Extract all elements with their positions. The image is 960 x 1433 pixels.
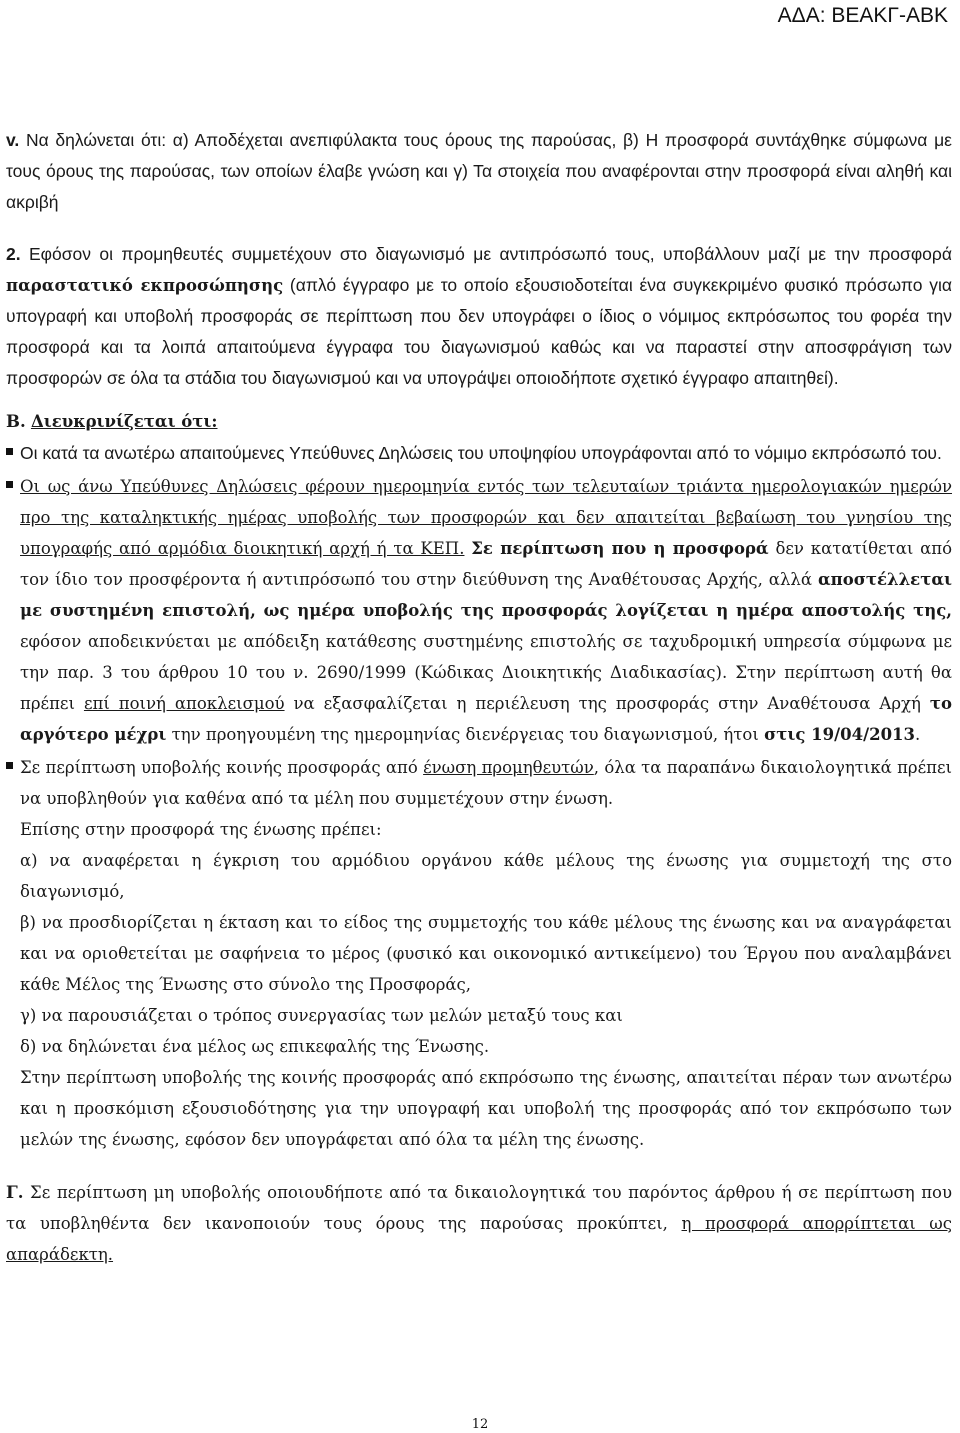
bullet-2-text-3: να εξασφαλίζεται η περιέλευση της προσφοράς στην Αναθέτουσα Αρχή <box>293 694 921 714</box>
bullet-2-underlined: Οι ως άνω Υπεύθυνες Δηλώσεις φέρουν ημερομηνία εντός των τελευταίων τριάντα ημερολογιακών ημερών προ της καταληκτικής ημέρας υποβολής των προσφορών και δεν απαιτείται βεβαίωση του γνησίου της υπογραφής από αρμόδια διοικητική αρχή ή τα ΚΕΠ. <box>20 477 952 559</box>
union-item-b: β) να προσδιορίζεται η έκταση και το είδος της συμμετοχής του κάθε μέλους της ένωσης και να αναγράφεται και να οριοθετείται με σαφήνεια το μέρος (φυσικό και οικονομικό αντικείμενο) του Έργου που αναλαμβάνει κάθε Μέλος της Ένωσης στο σύνολο της Προσφοράς, <box>20 913 952 995</box>
bullet-3-intro <box>20 752 952 814</box>
bullet-1-text: Οι κατά τα ανωτέρω απαιτούμενες Υπεύθυνες Δηλώσεις του υποψηφίου υπογράφονται από το νόμιμο εκπρόσωπό του. <box>20 442 942 463</box>
section-b-bullet-3 <box>6 752 952 1155</box>
section-b-bullet-1 <box>6 438 952 470</box>
document-body <box>6 125 952 1270</box>
bullet-2-underlined-2: επί ποινή αποκλεισμού <box>83 694 285 714</box>
bullet-square-icon <box>6 448 13 455</box>
bullet-3-underlined: ένωση προμηθευτών <box>423 758 594 778</box>
section-b-bullet-2 <box>6 471 952 750</box>
union-item-d: δ) να δηλώνεται ένα μέλος ως επικεφαλής της Ένωσης. <box>20 1037 490 1057</box>
bullet-2-text-2: εφόσον αποδεικνύεται με απόδειξη κατάθεσης συστημένης επιστολής σε ταχυδρομική υπηρεσία σύμφωνα με την παρ. 3 του άρθρου 10 του ν. 2690/1999 (Κώδικας Διοικητικής Διαδικασίας). Στην περίπτωση αυτή θα πρέπει <box>20 632 952 714</box>
item-v-text: Να δηλώνεται ότι: α) Αποδέχεται ανεπιφύλακτα τους όρους της παρούσας, β) Η προσφορά συντάχθηκε σύμφωνα με τους όρους της παρούσας, των οποίων έλαβε γνώση και γ) Τα στοιχεία που αναφέρονται στην προσφορά είναι αληθή και ακριβή <box>6 130 952 212</box>
item-2-label: 2. <box>6 244 21 264</box>
section-b-label: Β. <box>6 412 26 431</box>
union-item-a: α) να αναφέρεται η έγκριση του αρμόδιου οργάνου κάθε μέλους της ένωσης για συμμετοχή της στο διαγωνισμό, <box>20 851 952 902</box>
bullet-2-bold-2: αποστέλλεται με συστημένη επιστολή, ως ημέρα υποβολής της προσφοράς λογίζεται η ημέρα αποστολής της, <box>20 570 952 621</box>
bullet-square-icon <box>6 762 13 769</box>
item-2-text-b: (απλό έγγραφο με το οποίο εξουσιοδοτείται ένα συγκεκριμένο φυσικό πρόσωπο για υπογραφή και υποβολή προσφοράς σε περίπτωση που δεν υπογράφει ο ίδιος ο νόμιμος εκπρόσωπος του φορέα την προσφορά και τα λοιπά απαιτούμενα έγγραφα του διαγωνισμού καθώς και να παραστεί στην αποσφράγιση των προσφορών σε όλα τα στάδια του διαγωνισμού και να υπογράψει οποιοδήποτε σχετικό έγγραφο απαιτηθεί). <box>6 275 952 388</box>
section-b-heading <box>6 407 952 438</box>
section-g-label: Γ. <box>6 1183 24 1203</box>
section-b-title: Διευκρινίζεται ότι: <box>30 412 218 431</box>
item-2-bold: παραστατικό εκπροσώπησης <box>6 276 284 295</box>
section-g-underlined: η προσφορά απορρίπτεται ως απαράδεκτη. <box>6 1214 952 1265</box>
bullet-2-text-4: την προηγουμένη της ημερομηνίας διενέργειας του διαγωνισμού, ήτοι <box>171 725 759 745</box>
item-v-label: v. <box>6 130 20 150</box>
bullet-square-icon <box>6 481 13 488</box>
bullet-2-date: στις 19/04/2013 <box>764 725 916 745</box>
bullet-2-text-1: δεν κατατίθεται από τον ίδιο τον προσφέροντα ή αντιπρόσωπό του στην διεύθυνση της Αναθέτουσας Αρχής, αλλά <box>20 539 953 590</box>
bullet-3-text-2: , όλα τα παραπάνω δικαιολογητικά πρέπει να υποβληθούν για καθένα από τα μέλη που συμμετέχουν στην ένωση. <box>20 758 953 809</box>
paragraph-2 <box>6 239 952 394</box>
page-number: 12 <box>471 1417 489 1432</box>
bullet-2-bold-1: Σε περίπτωση που η προσφορά <box>471 539 769 559</box>
ada-code: ΑΔΑ: ΒΕΑΚΓ-ΑΒΚ <box>777 4 948 27</box>
union-item-c: γ) να παρουσιάζεται ο τρόπος συνεργασίας των μελών μεταξύ τους και <box>20 1006 623 1026</box>
bullet-2-bold-3: το αργότερο μέχρι <box>20 694 952 745</box>
item-2-text-a: Εφόσον οι προμηθευτές συμμετέχουν στο διαγωνισμό με αντιπρόσωπό τους, υποβάλλουν μαζί με την προσφορά <box>29 244 952 264</box>
bullet-3-text-1: Σε περίπτωση υποβολής κοινής προσφοράς από <box>20 758 418 778</box>
bullet-3-text-3: Επίσης στην προσφορά της ένωσης πρέπει: <box>20 820 382 840</box>
bullet-2-text-5: . <box>915 725 921 745</box>
bullet-3-text-4: Στην περίπτωση υποβολής της κοινής προσφοράς από εκπρόσωπο της ένωσης, απαιτείται πέραν των ανωτέρω και η προσκόμιση εξουσιοδότησης για την υπογραφή και υποβολή της προσφοράς από τον εκπρόσωπο των μελών της ένωσης, εφόσον δεν υπογράφεται από όλα τα μέλη της ένωσης. <box>20 1068 952 1150</box>
section-g-text: Σε περίπτωση μη υποβολής οποιουδήποτε από τα δικαιολογητικά του παρόντος άρθρου ή σε περίπτωση που τα υποβληθέντα δεν ικανοποιούν τους όρους της παρούσας προκύπτει, <box>6 1183 953 1234</box>
paragraph-v <box>6 125 952 218</box>
section-g <box>6 1177 952 1270</box>
